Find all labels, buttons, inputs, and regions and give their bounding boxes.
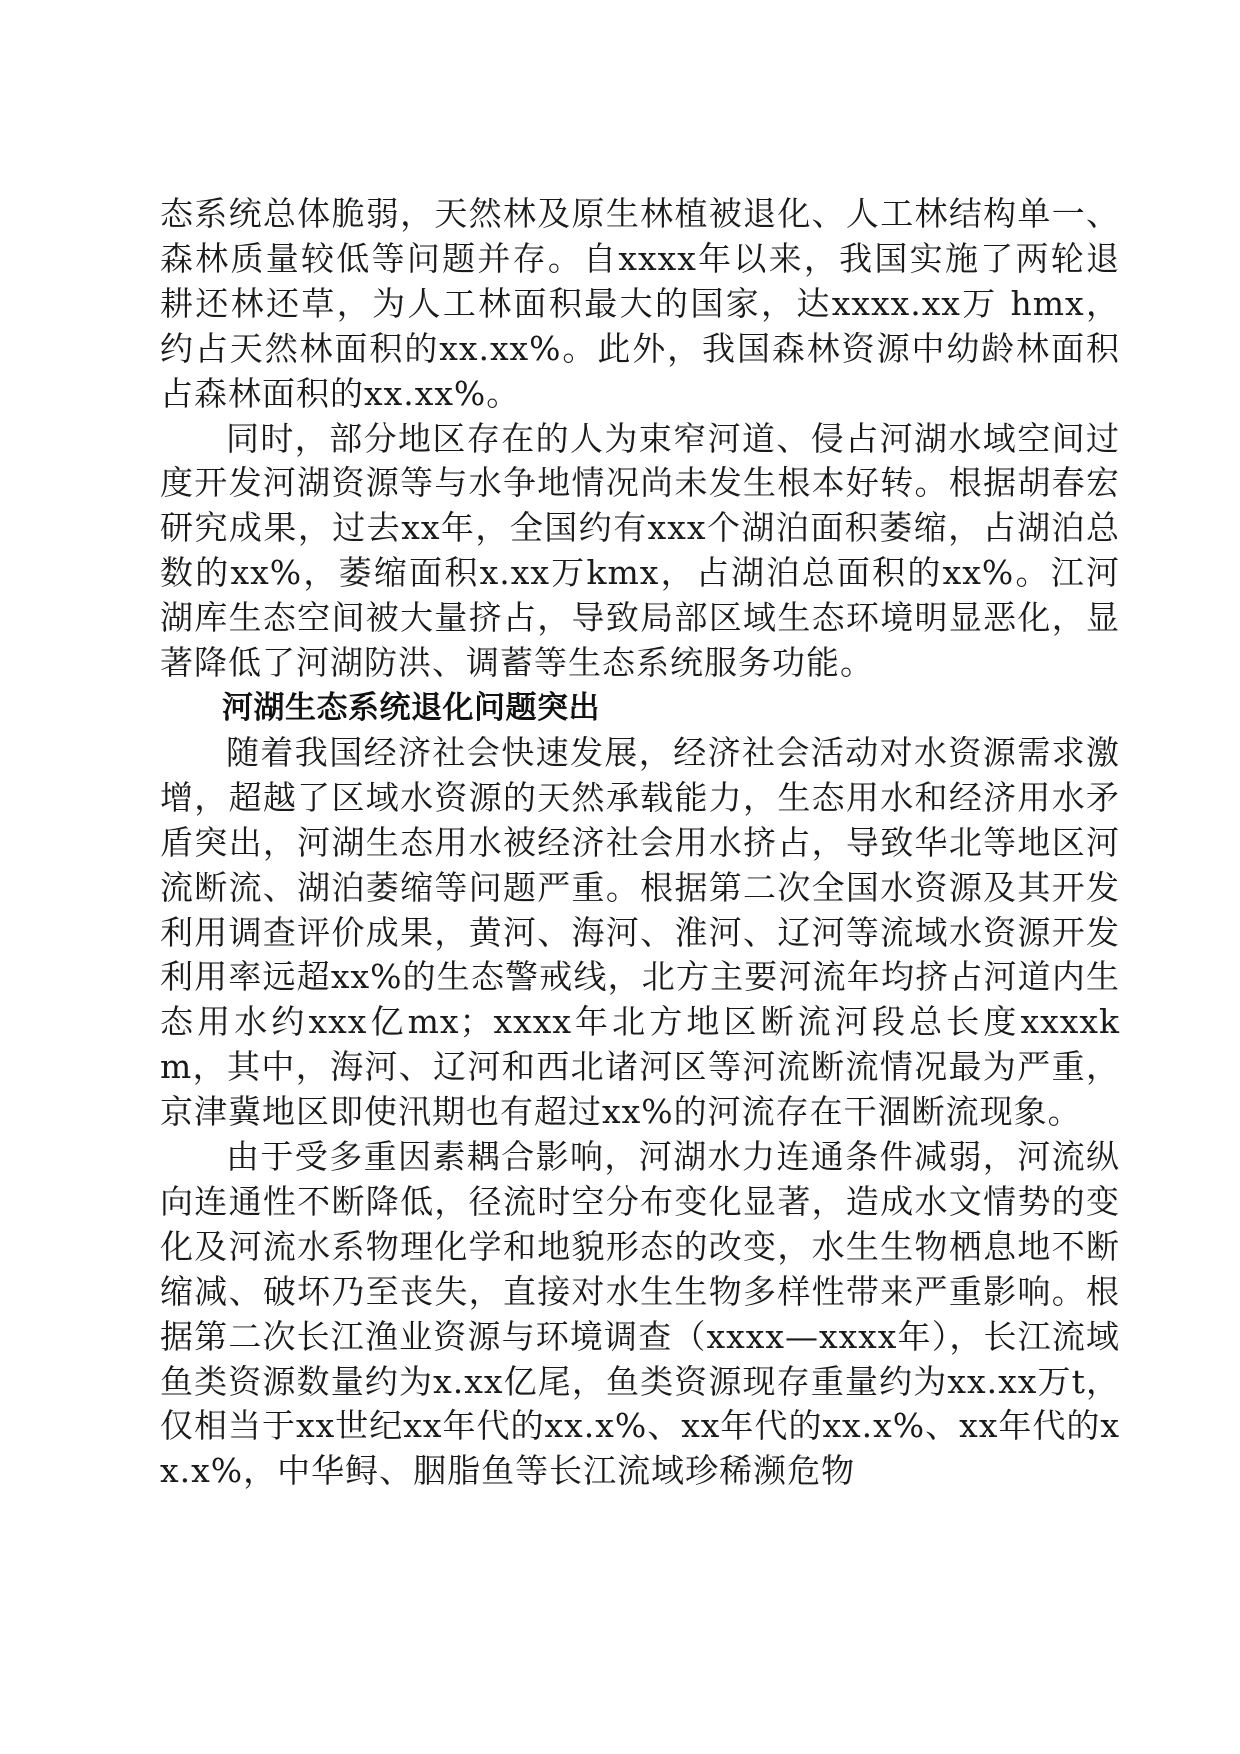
- section-heading: 河湖生态系统退化问题突出: [222, 689, 600, 726]
- paragraph-forest-ecosystem: 态系统总体脆弱，天然林及原生林植被退化、人工林结构单一、森林质量较低等问题并存。自xxxx年以来，我国实施了两轮退耕还林还草，为人工林面积最大的国家，达xxxx.xx万 hmx，约占天然林面积的xx.xx%。此外，我国森林资源中幼龄林面积占森林面积的xx.xx%。: [160, 194, 1120, 413]
- paragraph-connectivity: 由于受多重因素耦合影响，河湖水力连通条件减弱，河流纵向连通性不断降低，径流时空分布变化显著，造成水文情势的变化及河流水系物理化学和地貌形态的改变，水生生物栖息地不断缩减、破坏乃至丧失，直接对水生生物多样性带来严重影响。根据第二次长江渔业资源与环境调查（xxxx—xxxx年），长江流域鱼类资源数量约为x.xx亿尾，鱼类资源现存重量约为xx.xx万t，仅相当于xx世纪xx年代的xx.x%、xx年代的xx.x%、xx年代的xx.x%，中华鲟、胭脂鱼等长江流域珍稀濒危物: [160, 1137, 1120, 1491]
- paragraph-water-demand: 随着我国经济社会快速发展，经济社会活动对水资源需求激增，超越了区域水资源的天然承载能力，生态用水和经济用水矛盾突出，河湖生态用水被经济社会用水挤占，导致华北等地区河流断流、湖泊萎缩等问题严重。根据第二次全国水资源及其开发利用调查评价成果，黄河、海河、淮河、辽河等流域水资源开发利用率远超xx%的生态警戒线，北方主要河流年均挤占河道内生态用水约xxx亿mx；xxxx年北方地区断流河段总长度xxxxkm，其中，海河、辽河和西北诸河区等河流断流情况最为严重，京津冀地区即使汛期也有超过xx%的河流存在干涸断流现象。: [160, 732, 1120, 1132]
- paragraph-river-lake-space: 同时，部分地区存在的人为束窄河道、侵占河湖水域空间过度开发河湖资源等与水争地情况尚未发生根本好转。根据胡春宏研究成果，过去xx年，全国约有xxx个湖泊面积萎缩，占湖泊总数的xx%，萎缩面积x.xx万kmx，占湖泊总面积的xx%。江河湖库生态空间被大量挤占，导致局部区域生态环境明显恶化，显著降低了河湖防洪、调蓄等生态系统服务功能。: [160, 418, 1120, 683]
- document-body: [160, 192, 1120, 1494]
